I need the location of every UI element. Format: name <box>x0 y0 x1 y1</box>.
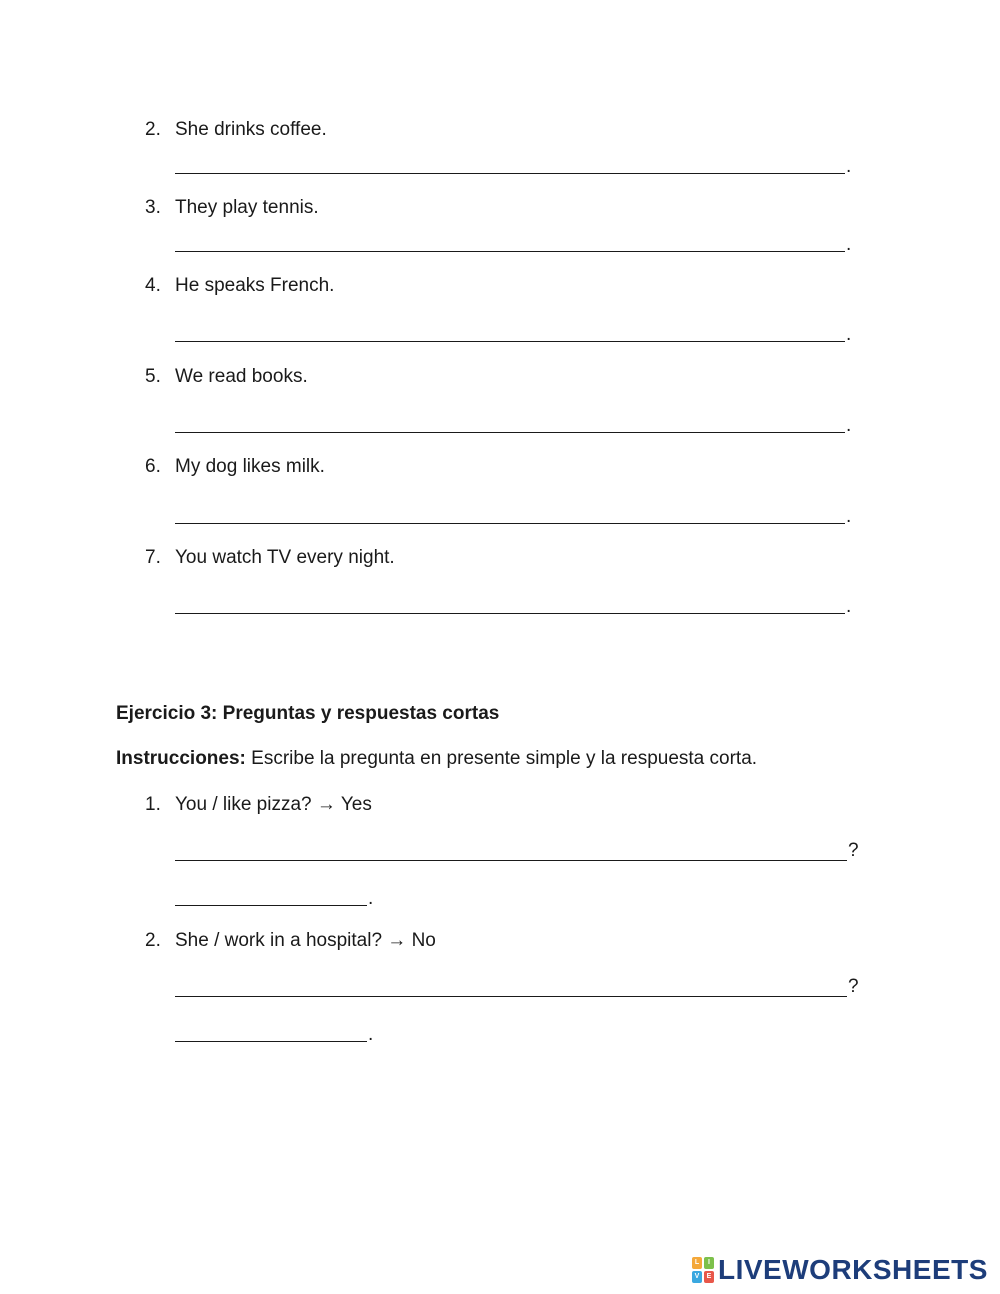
item-number: 2. <box>145 119 161 140</box>
logo-text: LIVEWORKSHEETS <box>718 1254 988 1285</box>
item-number: 6. <box>145 456 161 477</box>
short-answer-line[interactable] <box>175 905 367 906</box>
item-sentence: We read books. <box>175 366 308 387</box>
question-line[interactable] <box>175 860 847 861</box>
answer-line[interactable] <box>175 613 845 614</box>
answer-line-end: . <box>846 234 852 255</box>
instructions-text: Escribe la pregunta en presente simple y la respuesta corta. <box>245 748 758 769</box>
item-number: 4. <box>145 275 161 296</box>
liveworksheets-logo <box>692 1254 988 1286</box>
logo-mark-square: I <box>704 1257 714 1269</box>
item-sentence: You watch TV every night. <box>175 547 395 568</box>
item-number: 7. <box>145 547 161 568</box>
logo-mark-icon <box>692 1257 714 1283</box>
answer-line[interactable] <box>175 432 845 433</box>
question-line-end: ? <box>848 976 859 997</box>
instructions-label: Instrucciones: <box>116 748 246 769</box>
item-sentence: My dog likes milk. <box>175 456 325 477</box>
answer-line[interactable] <box>175 173 845 174</box>
question-line[interactable] <box>175 996 847 997</box>
instructions <box>116 748 757 770</box>
logo-mark-square: E <box>704 1271 714 1283</box>
exercise-title: Ejercicio 3: Preguntas y respuestas cortas <box>116 703 500 724</box>
short-answer-line[interactable] <box>175 1041 367 1042</box>
item-sentence: She drinks coffee. <box>175 119 327 140</box>
answer-line[interactable] <box>175 523 845 524</box>
item-sentence: He speaks French. <box>175 275 335 296</box>
item-number: 3. <box>145 197 161 218</box>
answer-line-end: . <box>846 415 852 436</box>
short-answer-line-end: . <box>368 1024 374 1045</box>
answer-line-end: . <box>846 596 852 617</box>
short-answer-line-end: . <box>368 888 374 909</box>
item-number: 1. <box>145 794 161 815</box>
item-number: 5. <box>145 366 161 387</box>
logo-mark-square: L <box>692 1257 702 1269</box>
logo-mark-square: V <box>692 1271 702 1283</box>
answer-line-end: . <box>846 156 852 177</box>
answer-line-end: . <box>846 324 852 345</box>
question-line-end: ? <box>848 840 859 861</box>
item-prompt: She / work in a hospital? → No <box>175 930 436 951</box>
answer-line-end: . <box>846 506 852 527</box>
answer-line[interactable] <box>175 251 845 252</box>
item-sentence: They play tennis. <box>175 197 319 218</box>
item-number: 2. <box>145 930 161 951</box>
answer-line[interactable] <box>175 341 845 342</box>
item-prompt: You / like pizza? → Yes <box>175 794 372 815</box>
